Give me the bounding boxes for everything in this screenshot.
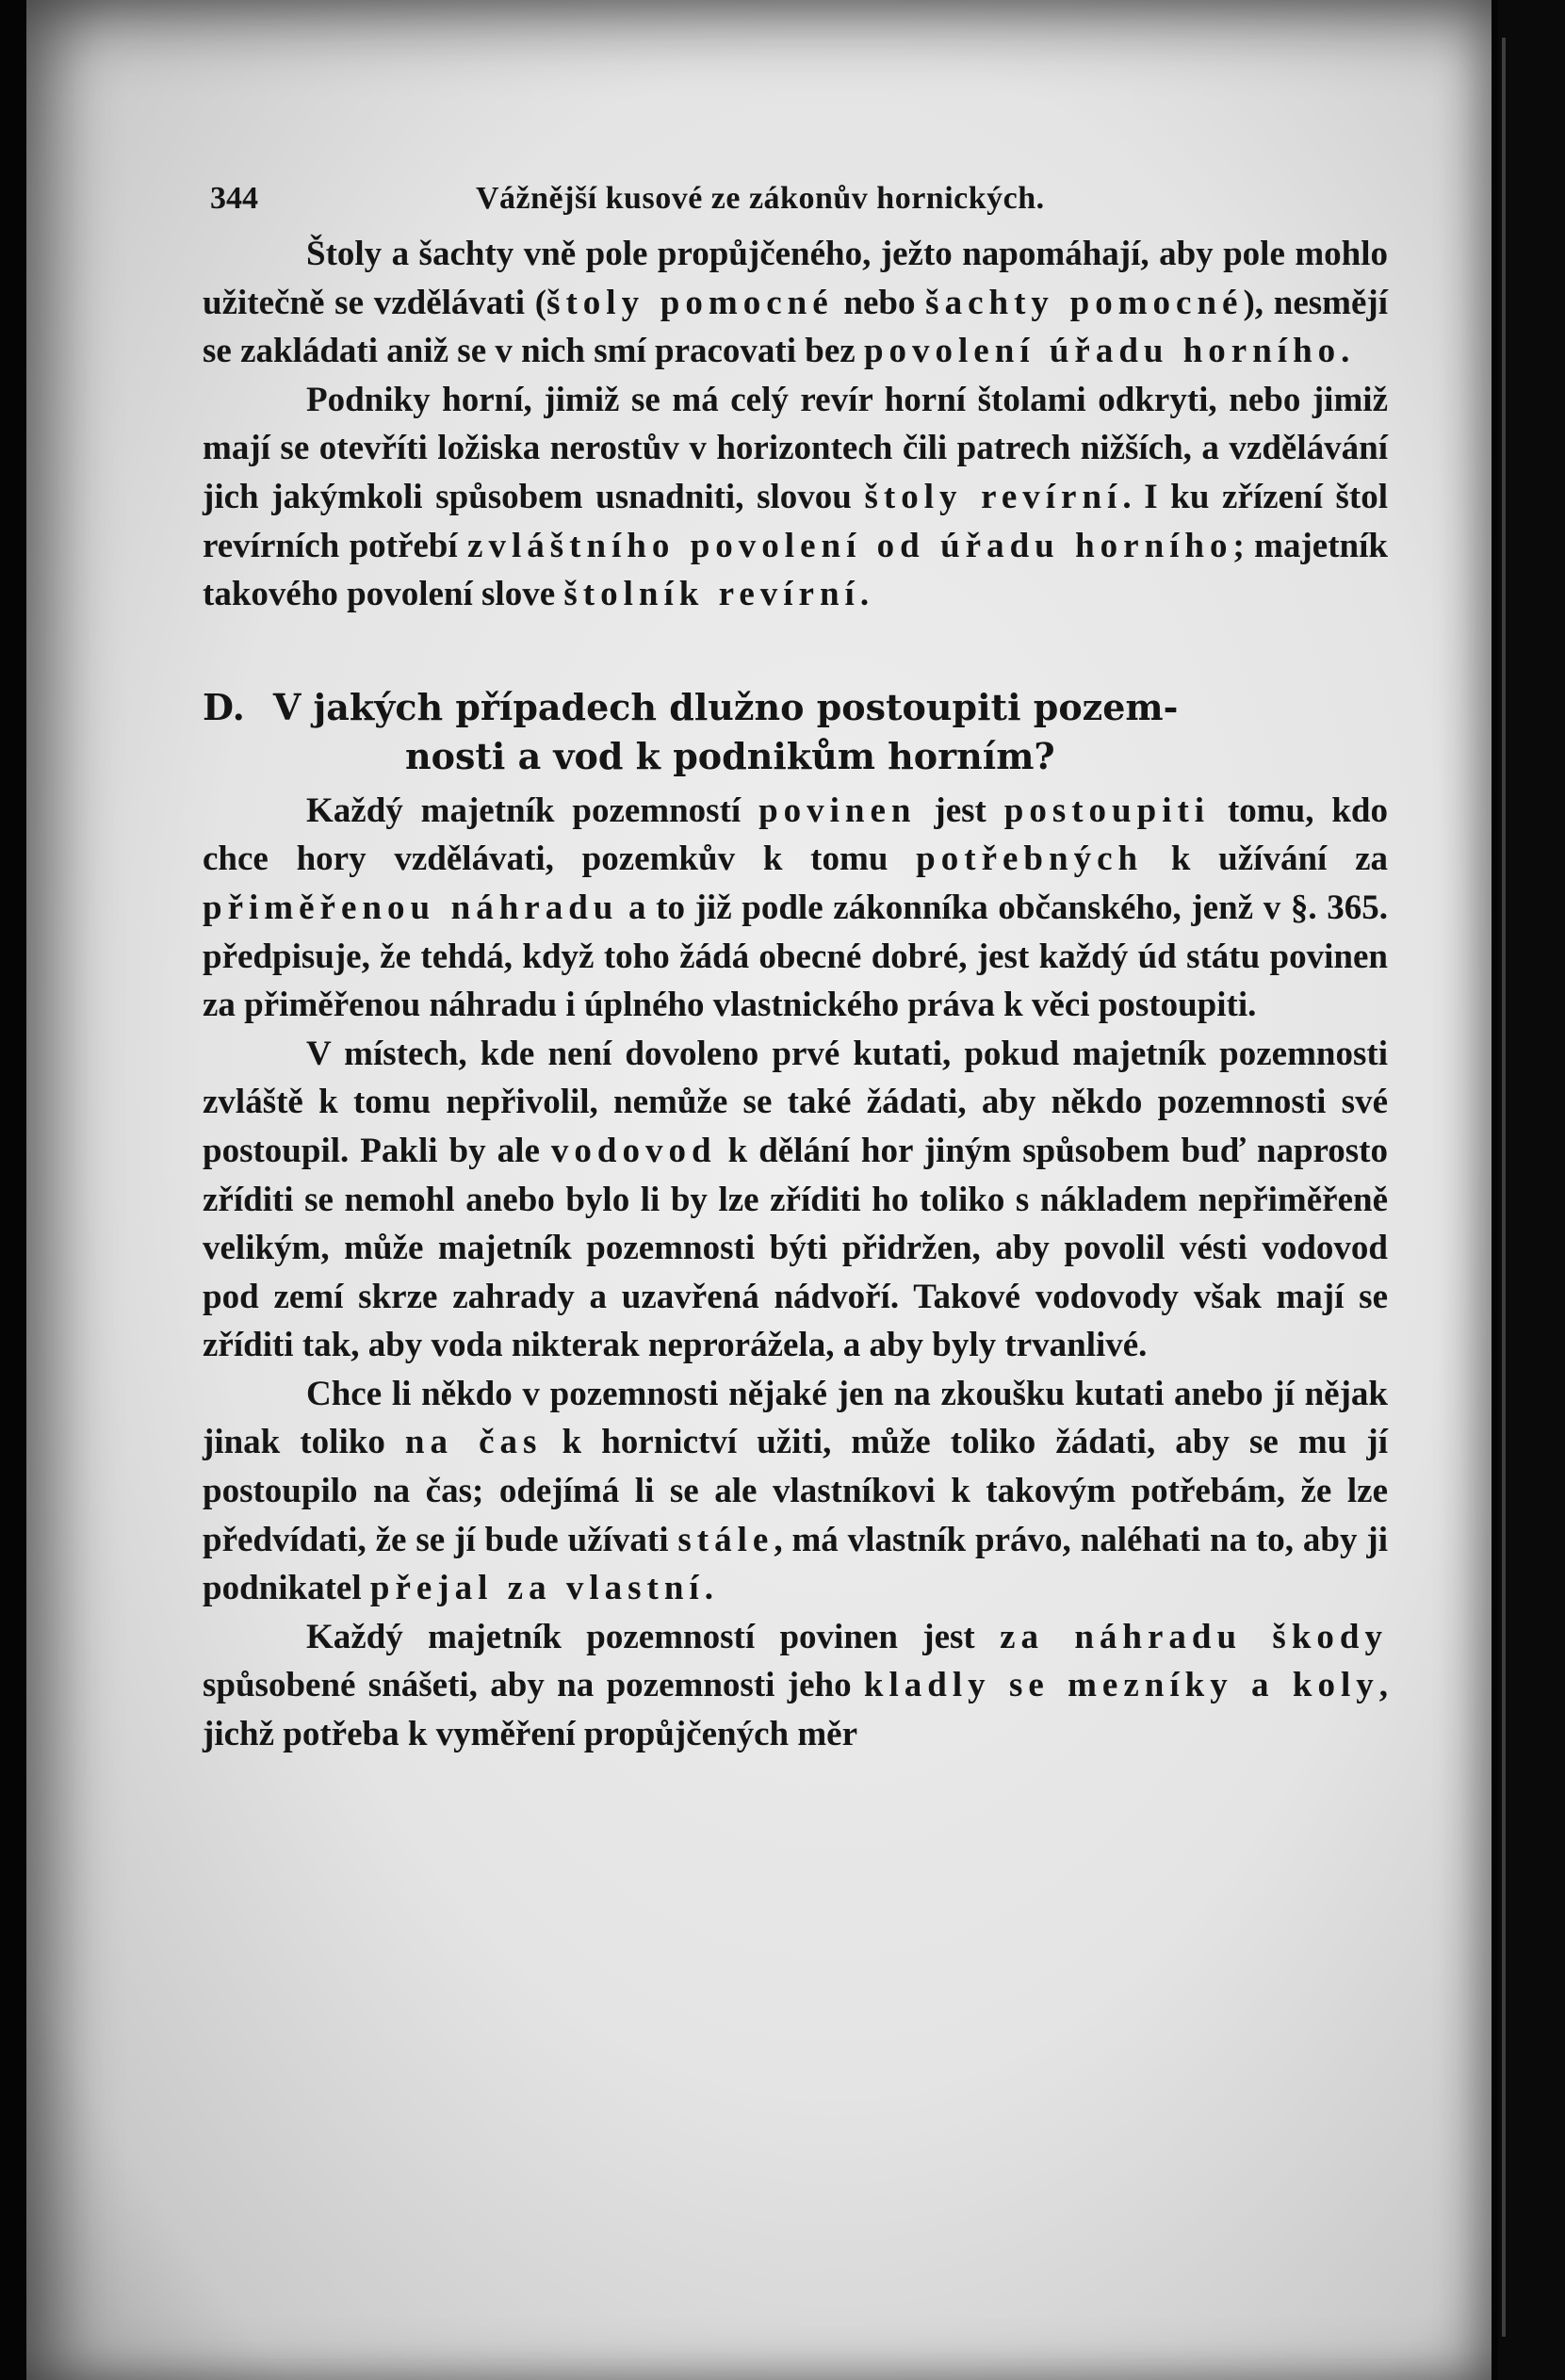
running-head: Vážnější kusové ze zákonův hornických. [476, 181, 1045, 216]
body-text: spůsobené snášeti, aby na pozemnosti jeho [203, 1666, 864, 1705]
paragraph-temporary-use [203, 1370, 1388, 1613]
body-text: tomu, kdo chce hory vzdělávati, pozemkův k tomu [203, 791, 1388, 879]
body-text: , jichž potřeba k vyměření propůjčených měr [203, 1666, 1388, 1754]
paragraph-district-adits [203, 376, 1388, 619]
spaced-emphasis-text: potřebných [916, 840, 1144, 879]
body-text: k užívání za [1143, 840, 1388, 879]
spaced-emphasis-text: povinen [758, 791, 917, 830]
paragraph-auxiliary-adits [203, 230, 1388, 376]
body-text: ; majetník takového povolení slove [203, 526, 1388, 614]
body-text: Chce li někdo v pozemnosti nějaké jen na zkoušku kutati anebo jí nějak jinak toliko [203, 1374, 1388, 1462]
body-text: k hornictví užiti, může toliko žádati, aby se mu jí postoupilo na čas; odejímá li se ale vlastníkovi k takovým potřebám, že lze předvídati, že se jí bude užívati [203, 1423, 1389, 1559]
body-text: V místech, kde není dovoleno prvé kutati, pokud majetník pozemnosti zvláště k tomu nepřivolil, nemůže se také žádati, aby někdo pozemnosti své postoupil. Pakli by ale [203, 1034, 1388, 1170]
spaced-emphasis-text: zvláštního povolení od úřadu horního [467, 526, 1233, 565]
body-text: . [704, 1569, 713, 1608]
body-text: . I ku zřízení štol revírních potřebí [203, 477, 1388, 565]
spaced-emphasis-text: za náhradu škody [1000, 1617, 1388, 1656]
body-text: . [859, 575, 870, 614]
spaced-emphasis-text: povolení úřadu horního [863, 332, 1342, 371]
section-title-line1: V jakých případech dlužno postoupiti pozem- [272, 685, 1179, 728]
paragraph-duty-to-cede [203, 787, 1388, 1030]
body-text: Každý majetník pozemností povinen jest [306, 1617, 1001, 1656]
spaced-emphasis-text: postoupiti [1003, 791, 1211, 830]
spaced-emphasis-text: štolník revírní [563, 575, 860, 614]
body-text: , má vlastník právo, naléhati na to, aby ji podnikatel [203, 1520, 1388, 1608]
spaced-emphasis-text: vodovod [550, 1131, 717, 1170]
page-content [203, 181, 1388, 1759]
spaced-emphasis-text: přiměřenou náhradu [203, 888, 619, 927]
spaced-emphasis-text: kladly se mezníky a koly [863, 1666, 1379, 1705]
body-text: Podniky horní, jimiž se má celý revír horní štolami odkryti, nebo jimiž mají se otevříti ložiska nerostův v horizontech čili patrech nižších, a vzdělávání jich jakýmkoli spůsobem usnadniti, slovou [203, 380, 1388, 516]
section-title-line2: nosti a vod k podnikům horním? [405, 734, 1055, 777]
spaced-emphasis-text: štoly revírní [864, 477, 1123, 516]
spaced-emphasis-text: šachty pomocné [925, 283, 1244, 322]
body-text: . [1341, 332, 1350, 371]
page-edge-line [1502, 38, 1506, 2337]
page-header [203, 181, 1388, 230]
paragraph-boundary-markers [203, 1613, 1388, 1759]
paragraph-aqueducts [203, 1030, 1388, 1370]
spaced-emphasis-text: na čas [404, 1423, 543, 1462]
section-letter: D. [203, 685, 245, 728]
body-text: Každý majetník pozemností [306, 791, 759, 830]
body-text: jest [916, 791, 1004, 830]
page-edge-shadow [1498, 0, 1565, 2380]
section-heading [203, 683, 1388, 781]
body-text: a to již podle zákonníka občanského, jenž v §. 365. předpisuje, že tehdá, když toho žádá obecné dobré, jest každý úd státu povinen za přiměřenou náhradu i úplného vlastnického práva k věci postoupiti. [203, 888, 1388, 1025]
page-number: 344 [210, 181, 258, 216]
spaced-emphasis-text: štoly pomocné [546, 283, 834, 322]
body-text: k dělání hor jiným spůsobem buď naprosto zříditi se nemohl anebo bylo li by lze zříditi ho toliko s nákladem nepřiměřeně velikým, může majetník pozemnosti býti přidržen, aby povolil vésti vodovod pod zemí skrze zahrady a uzavřená nádvoří. Takové vodovody však mají se zříditi tak, aby voda nikterak neprorážela, a aby byly trvanlivé. [203, 1131, 1389, 1365]
body-text: nebo [833, 283, 926, 322]
body-text: ), nesmějí se zakládati aniž se v nich smí pracovati bez [203, 283, 1388, 371]
spaced-emphasis-text: stále [677, 1520, 774, 1559]
spaced-emphasis-text: přejal za vlastní [369, 1569, 705, 1608]
body-text: Štoly a šachty vně pole propůjčeného, ježto napomáhají, aby pole mohlo užitečně se vzdělávati ( [203, 235, 1388, 322]
